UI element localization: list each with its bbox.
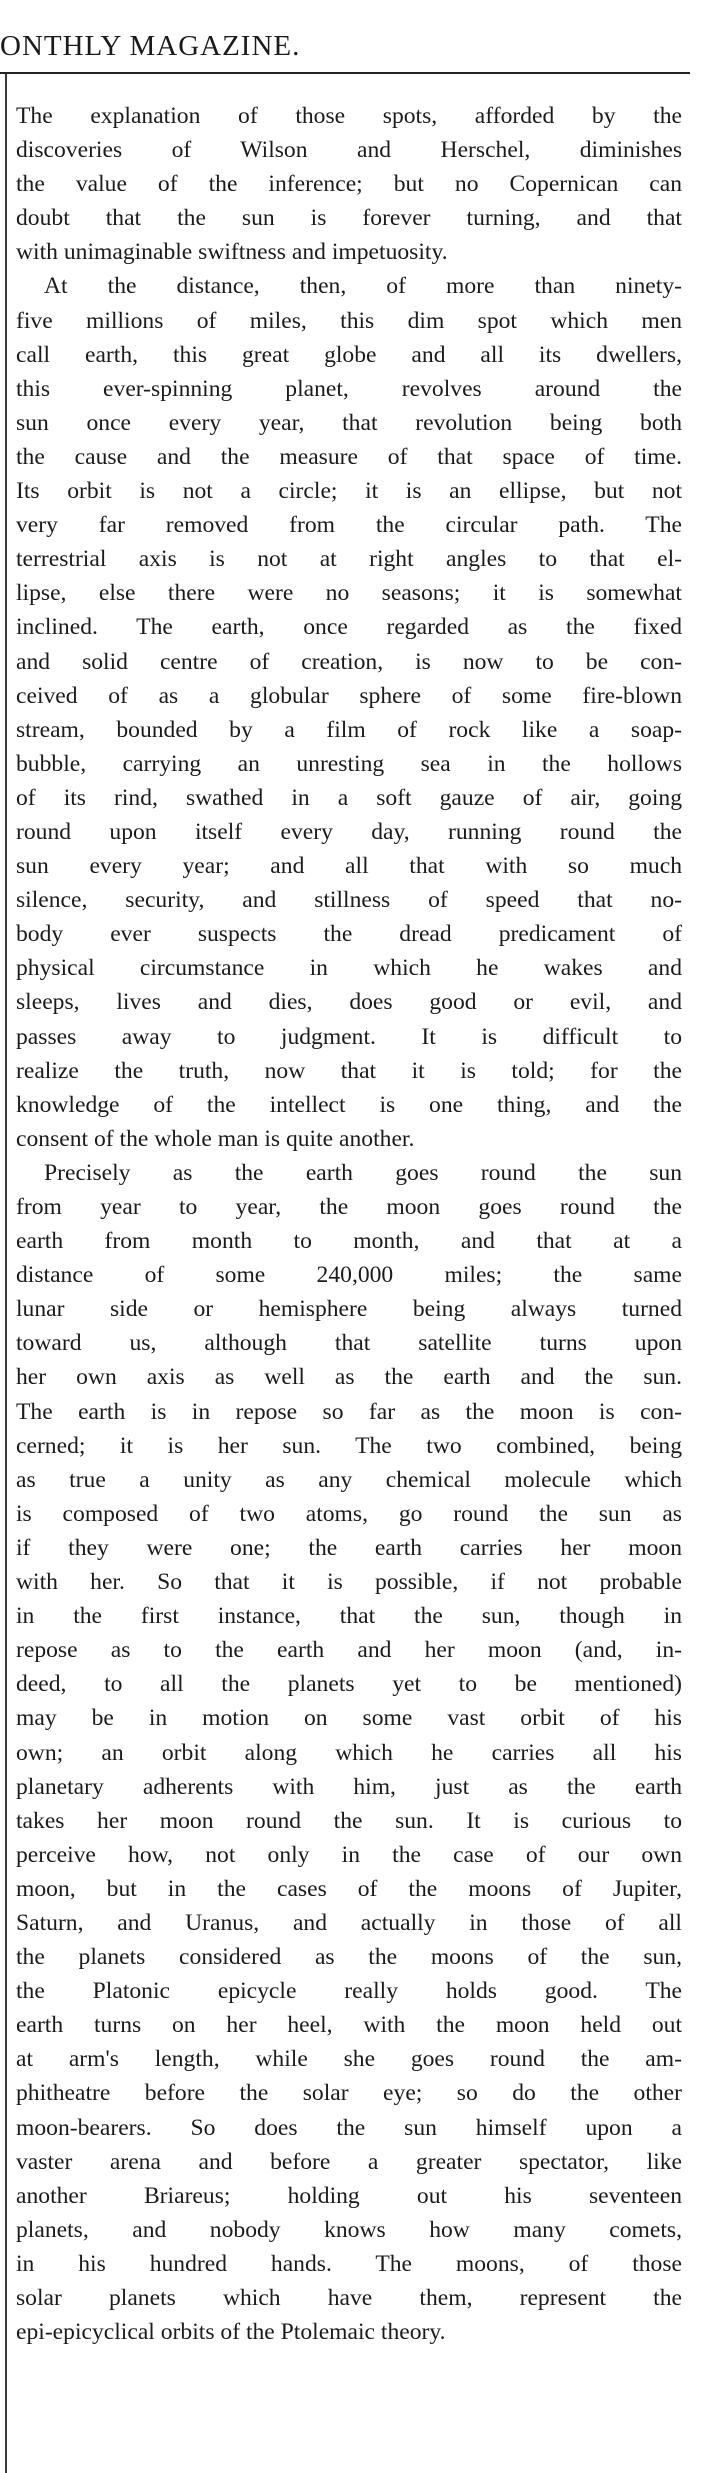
text-line: lipse, else there were no seasons; it is somewhat: [16, 580, 682, 607]
text-line: in his hundred hands. The moons, of those: [16, 2250, 682, 2277]
text-line: this ever-spinning planet, revolves around the: [16, 375, 682, 402]
text-line: sleeps, lives and dies, does good or evil, and: [16, 989, 682, 1016]
paragraph: [16, 1156, 682, 2349]
text-line: The explanation of those spots, afforded by the: [16, 103, 682, 129]
running-head-title: ONTHLY MAGAZINE.: [0, 30, 301, 62]
text-line: the cause and the measure of that space of time.: [16, 443, 682, 470]
text-line: the planets considered as the moons of the sun,: [16, 1944, 682, 1971]
text-line: the Platonic epicycle really holds good. The: [16, 1978, 682, 2005]
text-line: her own axis as well as the earth and the sun.: [16, 1364, 682, 1391]
text-line: solar planets which have them, represent the: [16, 2285, 682, 2311]
text-line: Precisely as the earth goes round the sun: [44, 1159, 682, 1186]
text-line: planets, and nobody knows how many comets,: [16, 2216, 682, 2243]
text-line: from year to year, the moon goes round the: [16, 1194, 682, 1220]
text-line: own; an orbit along which he carries all his: [16, 1739, 682, 1766]
text-line: stream, bounded by a film of rock like a soap-: [16, 716, 682, 743]
text-line: with unimaginable swiftness and impetuosity.: [16, 239, 448, 266]
text-line: at arm's length, while she goes round the am-: [16, 2046, 682, 2073]
text-line: inclined. The earth, once regarded as the fixed: [16, 614, 682, 641]
text-line: epi-epicyclical orbits of the Ptolemaic theory.: [16, 2319, 446, 2346]
page-header: [0, 0, 721, 72]
text-line: and solid centre of creation, is now to be con-: [16, 648, 682, 675]
column-rule: [5, 74, 7, 2473]
text-line: cerned; it is her sun. The two combined, being: [16, 1432, 682, 1459]
text-line: is composed of two atoms, go round the sun as: [16, 1500, 682, 1527]
text-line: passes away to judgment. It is difficult to: [16, 1023, 682, 1050]
text-line: distance of some 240,000 miles; the same: [16, 1262, 682, 1289]
text-line: as true a unity as any chemical molecule which: [16, 1466, 682, 1493]
text-line: earth from month to month, and that at a: [16, 1228, 682, 1255]
text-line: moon-bearers. So does the sun himself upon a: [16, 2114, 682, 2141]
text-line: moon, but in the cases of the moons of Jupiter,: [16, 1875, 682, 1902]
text-line: ceived of as a globular sphere of some fire-blown: [16, 682, 682, 709]
text-line: Its orbit is not a circle; it is an ellipse, but not: [16, 478, 682, 505]
text-line: physical circumstance in which he wakes and: [16, 955, 682, 982]
text-line: sun every year; and all that with so much: [16, 853, 682, 880]
paragraph: [16, 269, 682, 1155]
text-line: At the distance, then, of more than ninety-: [44, 273, 682, 300]
text-line: lunar side or hemisphere being always turned: [16, 1296, 682, 1323]
article-body: [16, 99, 682, 2349]
text-line: may be in motion on some vast orbit of his: [16, 1705, 682, 1732]
text-line: phitheatre before the solar eye; so do the other: [16, 2080, 682, 2107]
text-line: knowledge of the intellect is one thing, and the: [16, 1091, 682, 1118]
text-line: if they were one; the earth carries her moon: [16, 1534, 682, 1561]
text-line: consent of the whole man is quite another.: [16, 1125, 415, 1152]
text-line: body ever suspects the dread predicament of: [16, 921, 682, 948]
text-line: five millions of miles, this dim spot which men: [16, 307, 682, 334]
text-line: vaster arena and before a greater spectator, like: [16, 2148, 682, 2175]
text-line: very far removed from the circular path. The: [16, 512, 682, 539]
text-line: another Briareus; holding out his seventeen: [16, 2182, 682, 2209]
text-column: [0, 74, 690, 2473]
text-line: takes her moon round the sun. It is curious to: [16, 1807, 682, 1834]
paragraph: [16, 99, 682, 269]
text-line: in the first instance, that the sun, though in: [16, 1603, 682, 1630]
text-line: The earth is in repose so far as the moon is con-: [16, 1398, 682, 1425]
text-line: silence, security, and stillness of speed that no-: [16, 887, 682, 914]
text-line: doubt that the sun is forever turning, and that: [16, 205, 682, 232]
text-line: toward us, although that satellite turns upon: [16, 1330, 682, 1357]
text-line: the value of the inference; but no Copernican can: [16, 171, 682, 198]
text-line: call earth, this great globe and all its dwellers,: [16, 341, 682, 368]
text-line: discoveries of Wilson and Herschel, diminishes: [16, 137, 682, 164]
text-line: with her. So that it is possible, if not probable: [16, 1569, 682, 1596]
text-line: earth turns on her heel, with the moon held out: [16, 2012, 682, 2039]
text-line: bubble, carrying an unresting sea in the hollows: [16, 750, 682, 777]
text-line: sun once every year, that revolution being both: [16, 409, 682, 436]
text-line: round upon itself every day, running round the: [16, 818, 682, 845]
text-line: planetary adherents with him, just as the earth: [16, 1773, 682, 1800]
text-line: perceive how, not only in the case of our own: [16, 1841, 682, 1868]
text-line: repose as to the earth and her moon (and, in-: [16, 1637, 682, 1664]
text-line: realize the truth, now that it is told; for the: [16, 1057, 682, 1084]
text-line: terrestrial axis is not at right angles to that el-: [16, 546, 682, 573]
text-line: deed, to all the planets yet to be mentioned): [16, 1671, 682, 1698]
text-line: Saturn, and Uranus, and actually in those of all: [16, 1909, 682, 1936]
text-line: of its rind, swathed in a soft gauze of air, going: [16, 784, 682, 811]
